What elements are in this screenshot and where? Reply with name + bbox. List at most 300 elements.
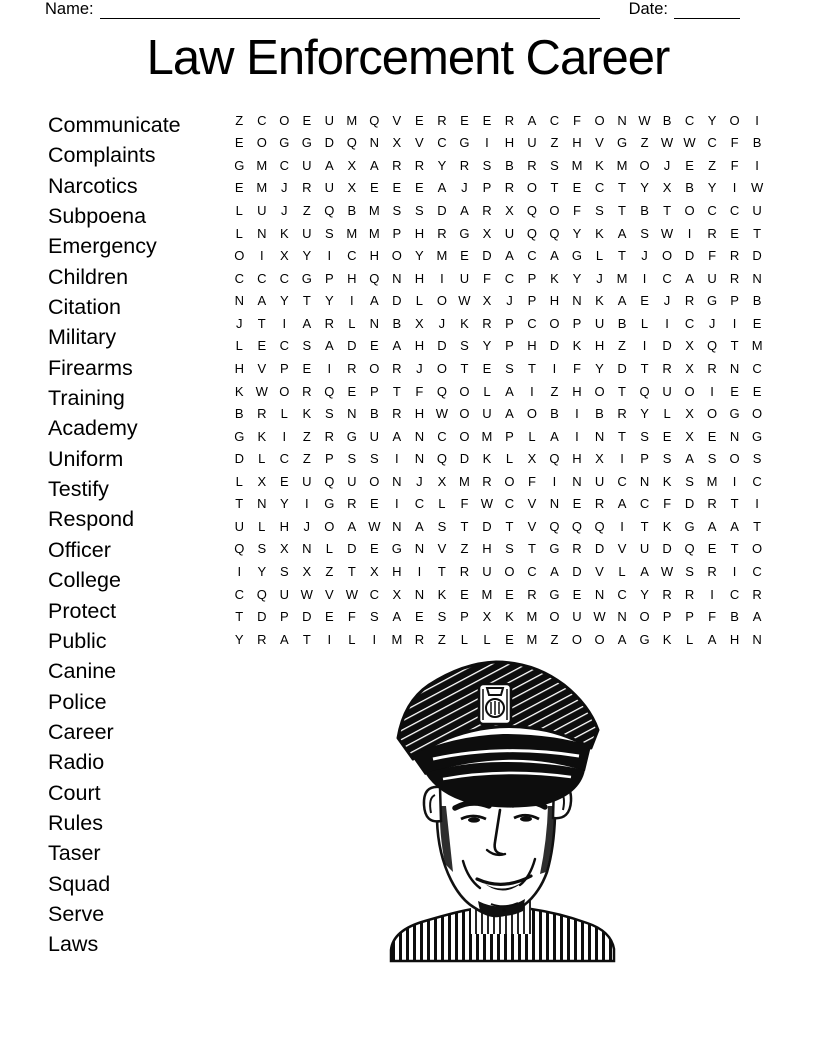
grid-letter: G bbox=[549, 541, 560, 557]
grid-letter: L bbox=[258, 518, 266, 534]
grid-letter: A bbox=[347, 518, 357, 534]
grid-letter: L bbox=[483, 631, 491, 647]
grid-letter: O bbox=[594, 112, 605, 128]
grid-letter: Y bbox=[279, 496, 289, 512]
grid-letter: V bbox=[595, 564, 604, 580]
grid-letter: H bbox=[414, 338, 425, 354]
grid-letter: C bbox=[234, 270, 244, 286]
grid-letter: P bbox=[527, 293, 537, 309]
word-list-item: Public bbox=[48, 628, 107, 653]
grid-letter: L bbox=[325, 541, 333, 557]
grid-letter: I bbox=[687, 225, 692, 241]
grid-letter: Q bbox=[526, 203, 538, 219]
grid-letter: C bbox=[527, 248, 537, 264]
grid-letter: N bbox=[594, 586, 605, 602]
grid-letter: F bbox=[663, 496, 672, 512]
date-input-line[interactable] bbox=[674, 1, 740, 19]
grid-letter: H bbox=[594, 338, 605, 354]
grid-letter: S bbox=[370, 451, 379, 467]
word-list-item: Children bbox=[48, 264, 129, 289]
grid-letter: M bbox=[391, 631, 403, 647]
grid-letter: R bbox=[707, 496, 717, 512]
grid-letter: X bbox=[527, 451, 537, 467]
grid-letter: V bbox=[527, 518, 537, 534]
grid-letter: D bbox=[617, 360, 627, 376]
grid-letter: R bbox=[684, 293, 695, 309]
grid-letter: E bbox=[482, 360, 492, 376]
grid-letter: K bbox=[595, 157, 604, 173]
grid-letter: M bbox=[751, 338, 763, 354]
grid-letter: T bbox=[527, 541, 536, 557]
grid-letter: X bbox=[279, 248, 289, 264]
grid-letter: F bbox=[347, 609, 356, 625]
grid-letter: A bbox=[370, 293, 379, 309]
grid-letter: R bbox=[392, 406, 402, 422]
grid-letter: Z bbox=[460, 541, 469, 557]
grid-letter: P bbox=[505, 315, 514, 331]
grid-letter: P bbox=[505, 428, 514, 444]
grid-letter: C bbox=[729, 586, 740, 602]
grid-letter: X bbox=[595, 451, 604, 467]
grid-letter: O bbox=[594, 383, 605, 399]
grid-letter: Z bbox=[235, 112, 244, 128]
grid-letter: J bbox=[708, 315, 716, 331]
grid-letter: I bbox=[575, 406, 579, 422]
grid-letter: L bbox=[348, 315, 356, 331]
grid-letter: U bbox=[324, 112, 335, 128]
grid-letter: S bbox=[392, 203, 402, 219]
grid-letter: Q bbox=[526, 225, 538, 241]
grid-letter: O bbox=[279, 383, 290, 399]
grid-letter: A bbox=[324, 338, 334, 354]
grid-letter: I bbox=[732, 473, 737, 489]
grid-letter: B bbox=[730, 609, 739, 625]
grid-letter: H bbox=[347, 270, 357, 286]
grid-letter: H bbox=[572, 451, 582, 467]
word-list-item: Citation bbox=[48, 295, 121, 320]
grid-letter: H bbox=[527, 338, 537, 354]
grid-letter: E bbox=[460, 586, 469, 602]
word-list-item: Narcotics bbox=[48, 173, 138, 198]
grid-letter: R bbox=[437, 225, 447, 241]
grid-letter: R bbox=[302, 180, 312, 196]
grid-letter: E bbox=[505, 631, 514, 647]
grid-letter: S bbox=[505, 360, 514, 376]
grid-letter: E bbox=[752, 383, 762, 399]
grid-letter: J bbox=[663, 157, 671, 173]
grid-letter: E bbox=[685, 157, 694, 173]
grid-letter: L bbox=[415, 293, 423, 309]
grid-letter: K bbox=[460, 315, 469, 331]
grid-letter: A bbox=[302, 315, 312, 331]
grid-letter: T bbox=[663, 203, 672, 219]
grid-letter: A bbox=[685, 270, 694, 286]
grid-letter: N bbox=[347, 406, 357, 422]
grid-letter: Q bbox=[707, 338, 718, 354]
grid-letter: B bbox=[685, 180, 694, 196]
grid-letter: I bbox=[237, 564, 242, 580]
grid-letter: Q bbox=[346, 135, 357, 151]
grid-letter: L bbox=[235, 338, 243, 354]
word-list-item: Squad bbox=[48, 871, 111, 896]
grid-letter: O bbox=[707, 406, 718, 422]
grid-letter: M bbox=[616, 270, 628, 286]
grid-letter: P bbox=[370, 383, 379, 399]
grid-letter: U bbox=[662, 383, 672, 399]
grid-letter: Q bbox=[549, 518, 560, 534]
word-list-item: Court bbox=[48, 780, 101, 805]
grid-letter: L bbox=[685, 631, 694, 647]
grid-letter: E bbox=[460, 112, 469, 128]
grid-letter: T bbox=[618, 203, 626, 219]
grid-letter: D bbox=[234, 451, 244, 467]
grid-letter: Q bbox=[571, 518, 583, 534]
grid-letter: O bbox=[436, 293, 447, 309]
grid-letter: C bbox=[369, 586, 380, 602]
grid-letter: D bbox=[572, 564, 582, 580]
grid-letter: R bbox=[752, 586, 762, 602]
grid-letter: H bbox=[504, 135, 515, 151]
grid-letter: X bbox=[685, 428, 694, 444]
word-list-item: Radio bbox=[48, 750, 105, 775]
word-list-item: Taser bbox=[48, 841, 101, 866]
grid-letter: D bbox=[662, 338, 672, 354]
grid-letter: N bbox=[234, 293, 244, 309]
grid-letter: V bbox=[257, 360, 267, 376]
grid-letter: G bbox=[707, 293, 718, 309]
grid-letter: J bbox=[641, 248, 648, 264]
grid-letter: M bbox=[526, 631, 538, 647]
grid-letter: I bbox=[395, 496, 399, 512]
grid-letter: J bbox=[236, 315, 243, 331]
grid-letter: J bbox=[438, 315, 446, 331]
grid-letter: D bbox=[459, 451, 470, 467]
grid-letter: A bbox=[505, 248, 514, 264]
grid-letter: T bbox=[302, 293, 311, 309]
grid-letter: C bbox=[594, 180, 605, 196]
grid-letter: Y bbox=[572, 270, 582, 286]
grid-letter: X bbox=[415, 315, 424, 331]
grid-letter: I bbox=[395, 451, 399, 467]
grid-letter: I bbox=[304, 496, 309, 512]
name-date-row bbox=[45, 0, 740, 19]
grid-letter: W bbox=[660, 135, 674, 151]
grid-letter: T bbox=[618, 383, 626, 399]
grid-letter: I bbox=[552, 360, 557, 376]
grid-letter: W bbox=[660, 564, 674, 580]
word-list-item: Protect bbox=[48, 598, 117, 623]
grid-letter: B bbox=[640, 203, 649, 219]
grid-letter: U bbox=[482, 406, 492, 422]
grid-letter: X bbox=[662, 180, 672, 196]
grid-letter: D bbox=[684, 496, 695, 512]
grid-letter: I bbox=[327, 631, 332, 647]
grid-letter: O bbox=[752, 541, 763, 557]
grid-letter: J bbox=[281, 180, 288, 196]
grid-letter: O bbox=[504, 473, 515, 489]
grid-letter: Q bbox=[324, 383, 335, 399]
grid-letter: C bbox=[527, 315, 537, 331]
grid-letter: P bbox=[460, 609, 469, 625]
grid-letter: C bbox=[684, 315, 695, 331]
grid-letter: I bbox=[552, 473, 557, 489]
grid-letter: X bbox=[482, 293, 492, 309]
grid-letter: M bbox=[256, 180, 268, 196]
grid-letter: I bbox=[755, 112, 759, 128]
grid-letter: C bbox=[414, 496, 425, 512]
grid-letter: P bbox=[730, 293, 739, 309]
grid-letter: N bbox=[414, 541, 425, 557]
word-list-item: Complaints bbox=[48, 143, 156, 168]
grid-letter: O bbox=[459, 383, 470, 399]
grid-letter: G bbox=[391, 541, 402, 557]
grid-letter: F bbox=[573, 360, 581, 376]
grid-letter: G bbox=[459, 225, 470, 241]
grid-letter: M bbox=[346, 225, 358, 241]
grid-letter: T bbox=[257, 315, 266, 331]
word-list-item: Serve bbox=[48, 901, 105, 926]
grid-letter: R bbox=[527, 586, 537, 602]
grid-letter: D bbox=[347, 338, 357, 354]
grid-letter: D bbox=[257, 609, 267, 625]
grid-letter: C bbox=[752, 564, 762, 580]
grid-letter: C bbox=[662, 270, 672, 286]
grid-letter: C bbox=[639, 496, 650, 512]
grid-letter: H bbox=[279, 518, 289, 534]
grid-letter: F bbox=[730, 135, 739, 151]
grid-letter: A bbox=[460, 203, 469, 219]
grid-letter: T bbox=[753, 518, 762, 534]
grid-letter: F bbox=[527, 473, 536, 489]
grid-letter: X bbox=[482, 609, 492, 625]
grid-letter: G bbox=[234, 157, 245, 173]
grid-letter: J bbox=[506, 293, 513, 309]
grid-letter: G bbox=[729, 406, 740, 422]
grid-letter: X bbox=[347, 180, 357, 196]
grid-letter: C bbox=[707, 203, 717, 219]
grid-letter: N bbox=[617, 609, 627, 625]
grid-letter: O bbox=[324, 518, 335, 534]
grid-letter: D bbox=[684, 248, 695, 264]
grid-letter: R bbox=[392, 157, 402, 173]
word-list bbox=[48, 110, 181, 960]
grid-letter: U bbox=[302, 225, 312, 241]
grid-letter: K bbox=[437, 586, 447, 602]
grid-letter: U bbox=[234, 518, 244, 534]
grid-letter: X bbox=[257, 473, 267, 489]
grid-letter: A bbox=[392, 428, 402, 444]
grid-letter: Z bbox=[302, 203, 311, 219]
grid-letter: H bbox=[572, 383, 582, 399]
grid-letter: D bbox=[594, 541, 605, 557]
grid-letter: O bbox=[729, 112, 740, 128]
grid-letter: G bbox=[752, 428, 763, 444]
grid-letter: J bbox=[303, 518, 311, 534]
grid-letter: A bbox=[392, 338, 402, 354]
grid-letter: D bbox=[662, 541, 672, 557]
grid-letter: W bbox=[660, 225, 674, 241]
grid-letter: K bbox=[550, 270, 559, 286]
grid-letter: N bbox=[639, 473, 650, 489]
grid-letter: I bbox=[732, 180, 737, 196]
grid-letter: A bbox=[640, 564, 649, 580]
grid-letter: O bbox=[752, 406, 763, 422]
date-label: Date: bbox=[628, 0, 668, 18]
grid-letter: E bbox=[370, 180, 379, 196]
grid-letter: X bbox=[279, 541, 289, 557]
word-list-item: Training bbox=[48, 386, 125, 411]
grid-letter: A bbox=[437, 180, 447, 196]
grid-letter: A bbox=[527, 112, 537, 128]
word-list-item: College bbox=[48, 568, 121, 593]
grid-letter: R bbox=[662, 360, 672, 376]
grid-letter: U bbox=[482, 564, 492, 580]
grid-letter: S bbox=[640, 428, 649, 444]
grid-letter: T bbox=[618, 248, 626, 264]
grid-letter: M bbox=[481, 586, 493, 602]
grid-letter: S bbox=[347, 451, 357, 467]
grid-letter: R bbox=[459, 564, 470, 580]
grid-letter: Q bbox=[436, 383, 447, 399]
grid-letter: A bbox=[617, 496, 627, 512]
grid-letter: X bbox=[392, 135, 402, 151]
grid-letter: H bbox=[572, 135, 582, 151]
grid-letter: N bbox=[549, 496, 560, 512]
word-list-item: Laws bbox=[48, 932, 99, 957]
grid-letter: W bbox=[458, 293, 471, 309]
grid-letter: N bbox=[257, 225, 267, 241]
grid-letter: E bbox=[415, 609, 424, 625]
grid-letter: C bbox=[684, 112, 695, 128]
grid-letter: B bbox=[662, 112, 672, 128]
grid-letter: Y bbox=[640, 180, 649, 196]
grid-letter: N bbox=[392, 270, 402, 286]
grid-letter: K bbox=[662, 518, 672, 534]
grid-letter: H bbox=[414, 270, 425, 286]
grid-letter: C bbox=[347, 248, 357, 264]
grid-letter: A bbox=[752, 609, 762, 625]
grid-letter: L bbox=[348, 631, 356, 647]
grid-letter: R bbox=[729, 270, 740, 286]
word-list-item: Respond bbox=[48, 507, 135, 532]
grid-letter: Q bbox=[684, 541, 695, 557]
grid-letter: W bbox=[345, 586, 358, 602]
grid-letter: S bbox=[324, 225, 334, 241]
grid-letter: E bbox=[482, 112, 492, 128]
grid-letter: Y bbox=[324, 293, 334, 309]
grid-letter: F bbox=[708, 248, 717, 264]
grid-letter: I bbox=[755, 157, 759, 173]
grid-letter: E bbox=[347, 383, 357, 399]
grid-letter: E bbox=[572, 586, 582, 602]
grid-letter: L bbox=[235, 225, 243, 241]
grid-letter: L bbox=[483, 383, 491, 399]
grid-letter: P bbox=[640, 451, 649, 467]
grid-letter: I bbox=[259, 248, 264, 264]
grid-letter: L bbox=[235, 203, 243, 219]
grid-letter: A bbox=[415, 518, 424, 534]
grid-letter: S bbox=[505, 541, 514, 557]
grid-letter: I bbox=[327, 248, 332, 264]
grid-letter: E bbox=[370, 338, 379, 354]
grid-letter: R bbox=[504, 112, 515, 128]
grid-letter: T bbox=[730, 541, 739, 557]
grid-letter: B bbox=[505, 157, 514, 173]
grid-letter: U bbox=[639, 541, 650, 557]
grid-letter: E bbox=[234, 135, 244, 151]
grid-letter: I bbox=[440, 270, 444, 286]
grid-letter: N bbox=[752, 631, 762, 647]
grid-letter: U bbox=[257, 203, 267, 219]
grid-letter: U bbox=[594, 473, 605, 489]
grid-letter: E bbox=[370, 541, 379, 557]
grid-letter: E bbox=[302, 112, 312, 128]
grid-letter: N bbox=[302, 541, 312, 557]
grid-letter: W bbox=[255, 383, 268, 399]
grid-letter: C bbox=[504, 270, 515, 286]
grid-letter: I bbox=[710, 383, 714, 399]
grid-letter: L bbox=[618, 564, 626, 580]
grid-letter: R bbox=[347, 360, 357, 376]
grid-letter: Z bbox=[618, 338, 626, 354]
grid-letter: A bbox=[730, 518, 739, 534]
grid-letter: E bbox=[302, 360, 312, 376]
name-label: Name: bbox=[45, 0, 94, 18]
grid-letter: A bbox=[370, 157, 379, 173]
grid-letter: I bbox=[642, 270, 647, 286]
grid-letter: B bbox=[752, 293, 762, 309]
grid-letter: E bbox=[505, 586, 514, 602]
grid-letter: U bbox=[752, 203, 762, 219]
grid-letter: X bbox=[685, 338, 694, 354]
grid-letter: K bbox=[572, 338, 582, 354]
grid-letter: A bbox=[324, 157, 334, 173]
grid-letter: C bbox=[549, 112, 560, 128]
grid-letter: N bbox=[729, 360, 740, 376]
grid-letter: A bbox=[505, 406, 514, 422]
grid-letter: G bbox=[639, 631, 650, 647]
grid-letter: R bbox=[684, 586, 695, 602]
grid-letter: D bbox=[752, 248, 762, 264]
grid-letter: C bbox=[504, 496, 515, 512]
grid-letter: S bbox=[707, 451, 717, 467]
grid-letter: H bbox=[414, 225, 425, 241]
grid-letter: Q bbox=[324, 203, 335, 219]
police-officer-illustration bbox=[382, 658, 624, 964]
grid-letter: G bbox=[301, 135, 312, 151]
grid-letter: I bbox=[327, 360, 332, 376]
grid-letter: C bbox=[617, 473, 627, 489]
grid-letter: F bbox=[573, 112, 581, 128]
grid-letter: A bbox=[617, 631, 627, 647]
grid-letter: O bbox=[661, 248, 673, 264]
grid-letter: K bbox=[662, 473, 672, 489]
grid-letter: G bbox=[684, 518, 695, 534]
grid-letter: A bbox=[707, 631, 717, 647]
grid-letter: H bbox=[369, 248, 380, 264]
grid-letter: L bbox=[235, 473, 243, 489]
grid-letter: X bbox=[370, 564, 379, 580]
grid-letter: X bbox=[347, 157, 357, 173]
name-input-line[interactable] bbox=[100, 1, 600, 19]
grid-letter: Z bbox=[640, 135, 649, 151]
grid-letter: N bbox=[572, 293, 582, 309]
grid-letter: G bbox=[459, 135, 470, 151]
grid-letter: O bbox=[684, 383, 695, 399]
word-list-item: Military bbox=[48, 325, 117, 350]
grid-letter: C bbox=[752, 473, 762, 489]
grid-letter: I bbox=[620, 518, 624, 534]
